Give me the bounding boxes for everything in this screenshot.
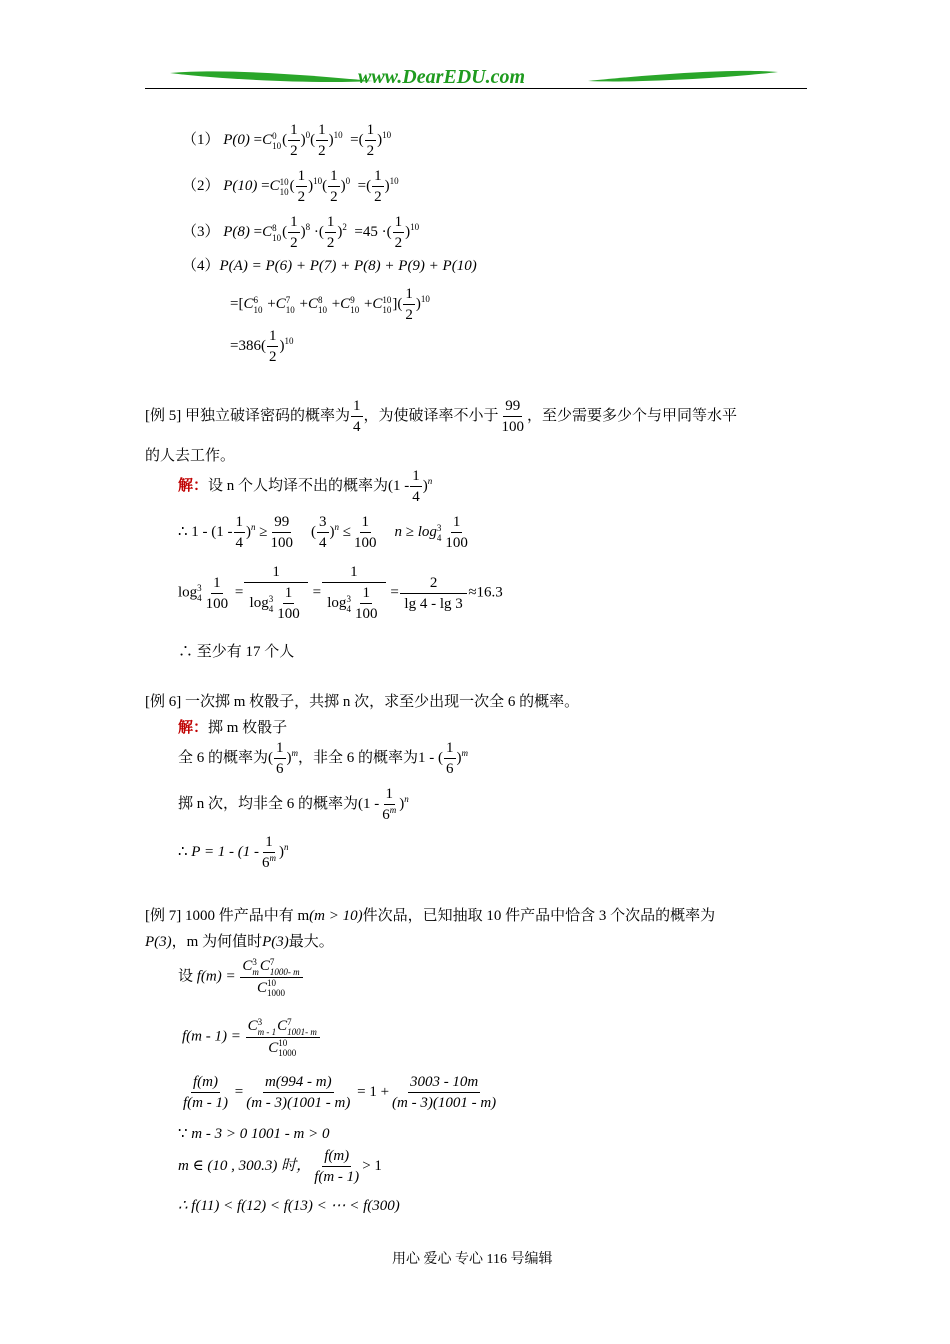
example7-range: m ∈ (10 , 300.3) 时， $\frac{f(m)}{f(m - 1)}$ > 1 <box>178 1148 382 1185</box>
example7-chain: ∴ f(11) < f(12) < f(13) < ⋯ < f(300) <box>178 1198 400 1214</box>
example6-solution-3: 掷 n 次，均非全 6 的概率为(1 - $\frac{1}{6^m}$ )$^n$ <box>178 786 409 823</box>
example5-inequality: ∴ 1 - (1 - $\frac{1}{4}$ )$^n$ ≥ $\frac{99}{100}$ ( $\frac{3}{4}$ )$^n$ ≤ $\frac{1}{100}$ n ≥ log 3 4 $\frac{1}{100}$ <box>178 514 468 551</box>
formula-p10: （2） P(10) =C 10 10 ( $\frac{1}{2}$ )$^{10}$( $\frac{1}{2}$ )$^0$ =( $\frac{1}{2}$ )$^{10}$ <box>182 168 399 205</box>
header-rule <box>145 88 807 89</box>
formula-p8: （3） P(8) =C 8 10 ( $\frac{1}{2}$ )$^8$ ·( $\frac{1}{2}$ )$^2$ =45 ·( $\frac{1}{2}$ )$^{10}$ <box>182 214 420 251</box>
example7-statement: [例 7] 1000 件产品中有 m(m > 10)件次品，已知抽取 10 件产品中恰含 3 个次品的概率为 <box>145 908 716 924</box>
example6-solution-4: ∴ P = 1 - (1 - $\frac{1}{6^m}$ )$^n$ <box>178 834 289 871</box>
left-leaf-swoosh <box>170 71 373 82</box>
example6-solution-1: 解：掷 m 枚骰子 <box>178 720 288 736</box>
example7-fm1-def: f(m - 1) = C 3 m - 1 C 7 1001- m C 10 1000 <box>182 1016 321 1058</box>
formula-pa-line1: （4）P(A) = P(6) + P(7) + P(8) + P(9) + P(10) <box>182 258 477 274</box>
example6-solution-2: 全 6 的概率为( $\frac{1}{6}$ )$^m$，非全 6 的概率为1 - ( $\frac{1}{6}$ )$^m$ <box>178 740 469 777</box>
example5-solution-1: 解：设 n 个人均译不出的概率为(1 - $\frac{1}{4}$ )$^n$ <box>178 468 433 505</box>
example5-conclusion: ∴ 至少有 17 个人 <box>178 644 295 660</box>
formula-p0: （1） P(0) =C 0 10 ( $\frac{1}{2}$ )$^0$( $\frac{1}{2}$ )$^{10}$ =( $\frac{1}{2}$ )$^{10}$ <box>182 122 392 159</box>
right-leaf-swoosh <box>588 71 778 82</box>
example5-log-calc: log 3 4 $\frac{1}{100}$ = 1 log 3 4 $\frac{1}{100}$ = 1 log 3 4 $\frac{1}{100}$ = $\frac{2}{\lg 4 - \lg 3}$ ≈16.3 <box>178 564 503 622</box>
example7-fm-def: 设 f(m) = C 3 m C 7 1000- m C 10 1000 <box>178 956 304 998</box>
example6-statement: [例 6] 一次掷 m 枚骰子，共掷 n 次，求至少出现一次全 6 的概率。 <box>145 694 580 710</box>
example5-statement-cont: 的人去工作。 <box>145 448 236 464</box>
page-footer: 用心 爱心 专心 116 号编辑 <box>392 1252 553 1267</box>
example5-statement: [例 5] 甲独立破译密码的概率为 $\frac{1}{4}$ ，为使破译率不小于 $\frac{99}{100}$ ，至少需要多少个与甲同等水平 <box>145 398 738 435</box>
formula-pa-line2: =[C 6 10 +C 7 10 +C 8 10 +C 9 10 +C 10 10 ]( $\frac{1}{2}$ )$^{10}$ <box>230 286 430 323</box>
example7-statement-cont: P(3)，m 为何值时P(3)最大。 <box>145 934 334 950</box>
example7-ratio: $\frac{f(m)}{f(m - 1)}$ = $\frac{m(994 - m)}{(m - 3)(1001 - m)}$ = 1 + $\frac{3003 - 10m}{(m - 3)(1001 - m)}$ <box>183 1074 497 1111</box>
formula-pa-line3: =386( $\frac{1}{2}$ )$^{10}$ <box>230 328 294 365</box>
example7-because: ∵ m - 3 > 0 1001 - m > 0 <box>178 1126 330 1142</box>
header-site-name: www.DearEDU.com <box>358 66 526 88</box>
